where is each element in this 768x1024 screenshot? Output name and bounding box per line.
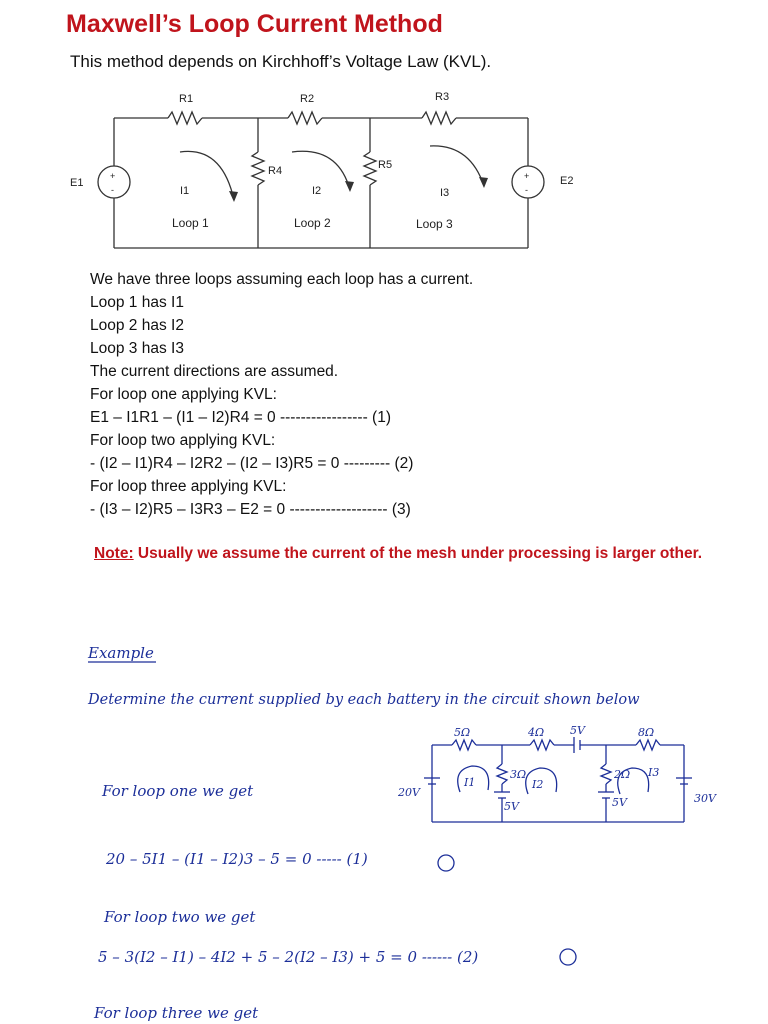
ex-v1-label: 5V xyxy=(570,724,585,737)
e1-label: E1 xyxy=(70,177,84,189)
r2-label: R2 xyxy=(300,93,315,105)
equation-3: - (I3 – I2)R5 – I3R3 – E2 = 0 ------------------- (3) xyxy=(90,501,411,518)
ex-i3-label: I3 xyxy=(648,766,660,779)
ex-v-mid2-label: 5V xyxy=(612,796,627,809)
example-loop3-heading: For loop three we get xyxy=(94,1004,259,1022)
example-eq2: 5 – 3(I2 – I1) – 4I2 + 5 – 2(I2 – I3) + 5 = 0 ------ (2) xyxy=(98,948,479,966)
e1-plus: + xyxy=(110,171,116,181)
r4-label: R4 xyxy=(268,165,283,177)
kvl2-heading: For loop two applying KVL: xyxy=(90,432,276,449)
handwritten-example xyxy=(0,600,768,1024)
example-problem: Determine the current supplied by each battery in the circuit shown below xyxy=(88,692,640,708)
kvl1-heading: For loop one applying KVL: xyxy=(90,386,277,403)
ex-r1-label: 5Ω xyxy=(454,726,471,739)
r3-label: R3 xyxy=(435,91,450,103)
loop1-label: Loop 1 xyxy=(172,216,209,230)
kvl3-heading: For loop three applying KVL: xyxy=(90,478,287,495)
equation-1: E1 – I1R1 – (I1 – I2)R4 = 0 ----------------- (1) xyxy=(90,409,391,426)
equation-2: - (I2 – I1)R4 – I2R2 – (I2 – I3)R5 = 0 --------- (2) xyxy=(90,455,414,472)
example-loop2-heading: For loop two we get xyxy=(104,908,256,926)
e1-minus: - xyxy=(111,185,114,195)
loop3-current: Loop 3 has I3 xyxy=(90,340,184,357)
circuit-diagram xyxy=(60,82,620,258)
note-label: Note: xyxy=(94,545,134,562)
i2-label: I2 xyxy=(312,185,322,197)
explanation xyxy=(90,268,473,521)
example-loop1-heading: For loop one we get xyxy=(102,782,254,800)
i1-label: I1 xyxy=(180,185,190,197)
note-text: Usually we assume the current of the mesh under processing is larger other. xyxy=(133,545,703,562)
ex-v-left-label: 20V xyxy=(398,786,420,799)
loop1-current: Loop 1 has I1 xyxy=(90,294,184,311)
explanation-line: We have three loops assuming each loop has a current. xyxy=(90,271,474,288)
ex-r5-label: 2Ω xyxy=(614,768,631,781)
ex-v-mid1-label: 5V xyxy=(504,800,519,813)
note xyxy=(94,545,702,563)
assumed-text: The current directions are assumed. xyxy=(90,363,339,380)
example-eq1: 20 – 5I1 – (I1 – I2)3 – 5 = 0 ----- (1) xyxy=(106,850,368,868)
ex-r2-label: 4Ω xyxy=(528,726,545,739)
loop2-current: Loop 2 has I2 xyxy=(90,317,184,334)
ex-i1-label: I1 xyxy=(464,776,476,789)
ex-r3-label: 8Ω xyxy=(638,726,655,739)
example-heading: Example xyxy=(88,644,154,662)
r1-label: R1 xyxy=(179,93,194,105)
loop3-label: Loop 3 xyxy=(416,217,453,231)
ex-v-right-label: 30V xyxy=(694,792,716,805)
e2-label: E2 xyxy=(560,175,574,187)
intro-text: This method depends on Kirchhoff’s Voltage Law (KVL). xyxy=(70,52,492,71)
e2-minus: - xyxy=(525,185,528,195)
e2-plus: + xyxy=(524,171,530,181)
r5-label: R5 xyxy=(378,159,393,171)
i3-label: I3 xyxy=(440,187,450,199)
ex-i2-label: I2 xyxy=(532,778,544,791)
page-title: Maxwell’s Loop Current Method xyxy=(66,10,443,38)
loop2-label: Loop 2 xyxy=(294,216,331,230)
ex-r4-label: 3Ω xyxy=(510,768,527,781)
